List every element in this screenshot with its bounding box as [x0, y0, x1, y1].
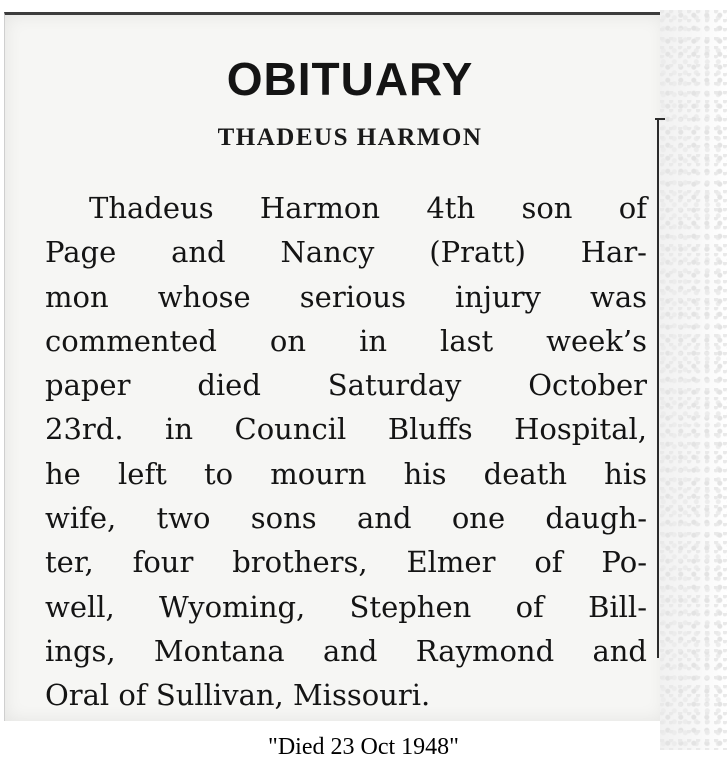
date-caption: "Died 23 Oct 1948": [268, 734, 459, 760]
body-line: Page and Nancy (Pratt) Har-: [45, 235, 647, 270]
body-line: ter, four brothers, Elmer of Po-: [45, 545, 647, 580]
body-line: Oral of Sullivan, Missouri.: [45, 678, 431, 713]
body-line: he left to mourn his death his: [45, 456, 647, 491]
body-line: Thadeus Harmon 4th son of: [89, 191, 647, 225]
column-rule-cap: [655, 118, 665, 120]
body-line: well, Wyoming, Stephen of Bill-: [45, 589, 647, 624]
obituary-body: [45, 186, 647, 718]
body-line: mon whose serious injury was: [45, 279, 647, 314]
body-line: wife, two sons and one daugh-: [45, 501, 647, 536]
body-line: commented on in last week’s: [45, 323, 647, 358]
body-line: paper died Saturday October: [45, 368, 647, 403]
column-rule: [657, 118, 659, 658]
body-line: ings, Montana and Raymond and: [45, 633, 647, 668]
torn-paper-edge: [660, 10, 727, 750]
headline: OBITUARY: [226, 53, 474, 105]
deceased-name: THADEUS HARMON: [217, 124, 483, 151]
body-line: 23rd. in Council Bluffs Hospital,: [45, 412, 647, 447]
